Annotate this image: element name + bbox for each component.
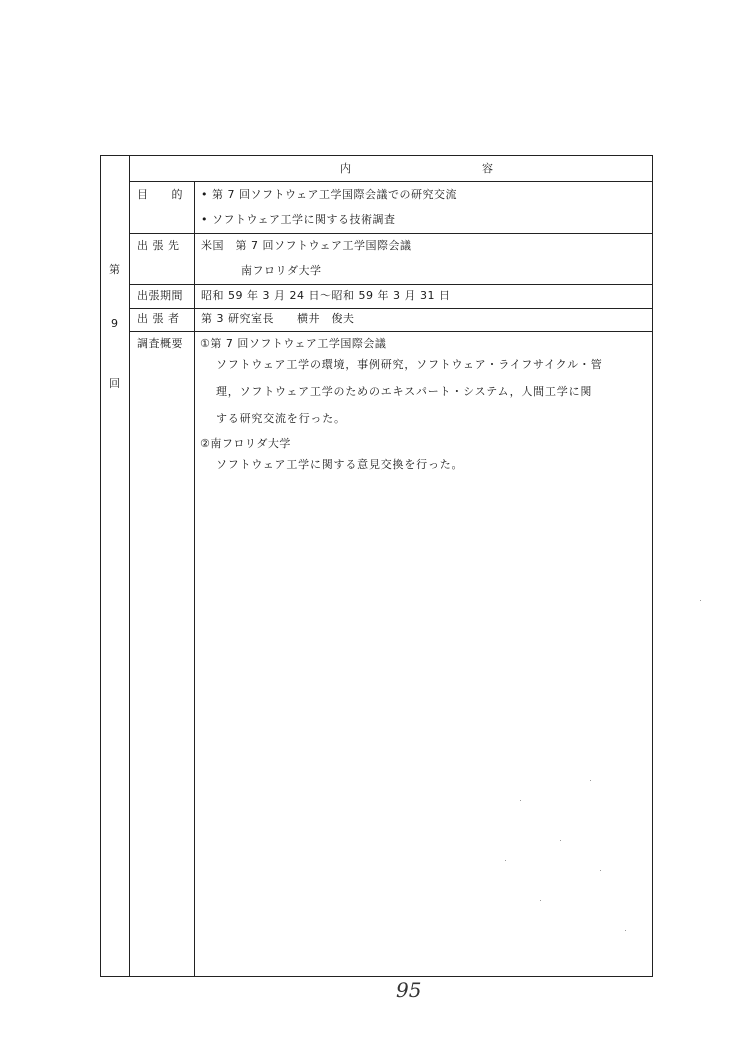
destination-divider xyxy=(129,284,653,285)
purpose-line-1: • 第 7 回ソフトウェア工学国際会議での研究交流 xyxy=(201,188,458,201)
summary-item1-line-2: 理，ソフトウェア工学のためのエキスパート・システム，人間工学に関 xyxy=(216,385,593,398)
page-number: 95 xyxy=(396,978,422,1002)
side-label-char3: 回 xyxy=(109,377,120,390)
side-label-char1: 第 xyxy=(109,263,120,276)
header-divider xyxy=(129,181,653,182)
summary-item2-title: ②南フロリダ大学 xyxy=(200,437,291,450)
destination-label: 出 張 先 xyxy=(137,239,180,252)
period-value: 昭和 59 年 3 月 24 日～昭和 59 年 3 月 31 日 xyxy=(201,289,451,302)
period-label: 出張期間 xyxy=(137,289,183,302)
header-char-left: 内 xyxy=(340,162,352,175)
destination-line-1: 米国 第 7 回ソフトウェア工学国際会議 xyxy=(201,239,412,252)
header-char-right: 容 xyxy=(482,162,494,175)
report-table-frame xyxy=(100,155,653,977)
traveler-label: 出 張 者 xyxy=(137,312,180,325)
traveler-divider xyxy=(129,331,653,332)
period-divider xyxy=(129,308,653,309)
purpose-label: 目 的 xyxy=(137,188,183,201)
label-column-divider xyxy=(194,181,195,977)
summary-item1-title: ①第 7 回ソフトウェア工学国際会議 xyxy=(200,337,387,350)
purpose-divider xyxy=(129,233,653,234)
destination-line-2: 南フロリダ大学 xyxy=(241,264,322,277)
side-label-char2: 9 xyxy=(111,317,118,330)
purpose-line-2: • ソフトウェア工学に関する技術調査 xyxy=(201,213,396,226)
traveler-value: 第 3 研究室長 横井 俊夫 xyxy=(201,312,355,325)
summary-item1-line-1: ソフトウェア工学の環境，事例研究，ソフトウェア・ライフサイクル・管 xyxy=(216,358,603,371)
side-column-divider xyxy=(129,155,130,977)
summary-item1-line-3: する研究交流を行った。 xyxy=(216,412,346,425)
summary-item2-line-1: ソフトウェア工学に関する意見交換を行った。 xyxy=(216,458,464,471)
summary-label: 調査概要 xyxy=(137,337,183,350)
